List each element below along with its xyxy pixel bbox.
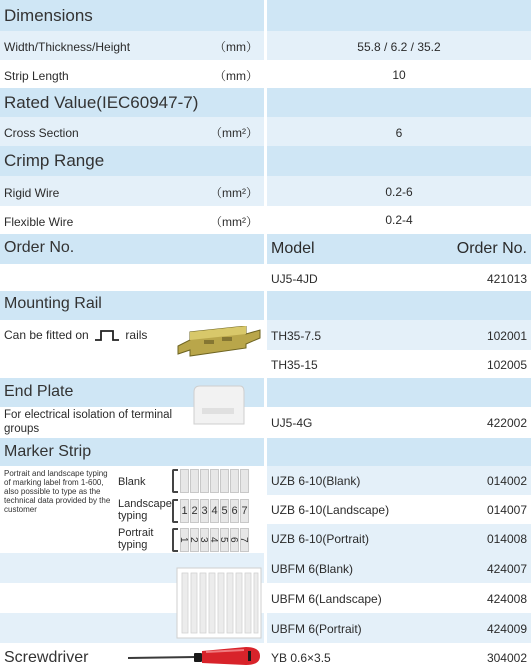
marker-tab: 2 [190, 499, 199, 523]
model-cell: TH35-7.5 [271, 329, 322, 343]
order-column-header: Order No. [456, 240, 527, 257]
order-row [0, 495, 531, 524]
spec-label: Width/Thickness/Height [4, 40, 131, 54]
order-number-cell: 102001 [486, 329, 527, 343]
marker-tab: 1 [180, 528, 189, 552]
model-cell: UJ5-4G [271, 416, 313, 430]
mounting-text-after: rails [125, 328, 148, 342]
order-number-cell: 102005 [486, 358, 527, 372]
spec-value: 0.2-4 [385, 213, 413, 227]
marker-type-label: Landscape typing [118, 498, 172, 522]
order-row [0, 553, 531, 583]
spec-value: 6 [395, 126, 403, 140]
spec-row [0, 31, 531, 60]
spec-value: 55.8 / 6.2 / 35.2 [357, 40, 441, 54]
spec-label: Cross Section [4, 126, 79, 140]
model-cell: UBFM 6(Landscape) [271, 592, 382, 606]
order-row [0, 524, 531, 553]
order-number-cell: 304002 [486, 651, 527, 665]
spec-unit: （mm²） [210, 215, 258, 229]
endplate-text: For electrical isolation of terminal groups [4, 409, 173, 435]
order-number-cell: 014002 [486, 474, 527, 488]
model-cell: UBFM 6(Blank) [271, 562, 354, 576]
marker-heading: Marker Strip [4, 443, 92, 460]
spec-unit: （mm） [214, 40, 258, 54]
spec-label: Strip Length [4, 69, 69, 83]
marker-tab: 7 [240, 499, 249, 523]
marker-tab: 2 [190, 528, 199, 552]
order-number-cell: 014007 [486, 503, 527, 517]
order-row [0, 466, 531, 495]
mounting-rail-image [176, 326, 262, 362]
marker-type-label: Portrait typing [118, 527, 154, 551]
spec-unit: （mm²） [210, 186, 258, 200]
model-cell: UBFM 6(Portrait) [271, 622, 362, 636]
din-rail-symbol-icon [94, 329, 120, 341]
order-row [0, 613, 531, 643]
order-number-cell: 422002 [486, 416, 527, 430]
marker-tab: 3 [200, 499, 209, 523]
order-row [0, 264, 531, 291]
marker-tab: 6 [230, 528, 239, 552]
model-cell: UZB 6-10(Blank) [271, 474, 361, 488]
mounting-header-row [0, 291, 531, 320]
rated-header-row [0, 88, 531, 117]
spec-value: 0.2-6 [385, 185, 413, 199]
model-cell: UZB 6-10(Portrait) [271, 532, 370, 546]
order-number-cell: 421013 [486, 272, 527, 286]
spec-row [0, 117, 531, 146]
order-row [0, 407, 531, 438]
marker-tab: 1 [180, 499, 189, 523]
marker-tab: 4 [210, 499, 219, 523]
order-number-cell: 424008 [486, 592, 527, 606]
spec-unit: （mm²） [210, 126, 258, 140]
mounting-text [4, 328, 147, 342]
spec-label: Flexible Wire [4, 215, 74, 229]
mounting-heading: Mounting Rail [4, 295, 102, 312]
marker-tab: 5 [220, 528, 229, 552]
crimp-header-row [0, 146, 531, 176]
marker-header-row [0, 438, 531, 466]
mounting-text-before: Can be fitted on [4, 328, 89, 342]
endplate-heading: End Plate [4, 383, 74, 400]
model-cell: YB 0.6×3.5 [271, 651, 331, 665]
marker-tab: 3 [200, 528, 209, 552]
marker-note: Portrait and landscape typing of marking label from 1-600, also possible to type as the technical data provided by the customer [4, 469, 111, 514]
endplate-header-row [0, 378, 531, 407]
marker-tab: 5 [220, 499, 229, 523]
rated-heading: Rated Value(IEC60947-7) [4, 93, 199, 112]
screwdriver-image [126, 644, 264, 670]
spec-row [0, 206, 531, 234]
marker-tab: 7 [240, 528, 249, 552]
spec-value: 10 [392, 68, 406, 82]
marker-tab: 6 [230, 499, 239, 523]
model-cell: UZB 6-10(Landscape) [271, 503, 390, 517]
crimp-heading: Crimp Range [4, 151, 105, 170]
spec-unit: （mm） [214, 69, 258, 83]
order-heading: Order No. [4, 239, 75, 256]
order-number-cell: 424009 [486, 622, 527, 636]
order-row [0, 350, 531, 378]
order-number-cell: 424007 [486, 562, 527, 576]
model-column-header: Model [271, 240, 315, 257]
order-row [0, 320, 531, 350]
end-plate-image [190, 384, 246, 428]
model-cell: UJ5-4JD [271, 272, 318, 286]
marker-tab: 4 [210, 528, 219, 552]
spec-label: Rigid Wire [4, 186, 60, 200]
order-number-cell: 014008 [486, 532, 527, 546]
model-cell: TH35-15 [271, 358, 318, 372]
order-row [0, 583, 531, 613]
screwdriver-row [0, 643, 531, 671]
spec-row [0, 176, 531, 206]
marker-type-label: Blank [118, 476, 146, 488]
dimensions-header-row [0, 0, 531, 31]
screwdriver-heading: Screwdriver [4, 649, 89, 666]
dimensions-heading: Dimensions [4, 6, 93, 25]
spec-row [0, 60, 531, 88]
order-header-row [0, 234, 531, 264]
